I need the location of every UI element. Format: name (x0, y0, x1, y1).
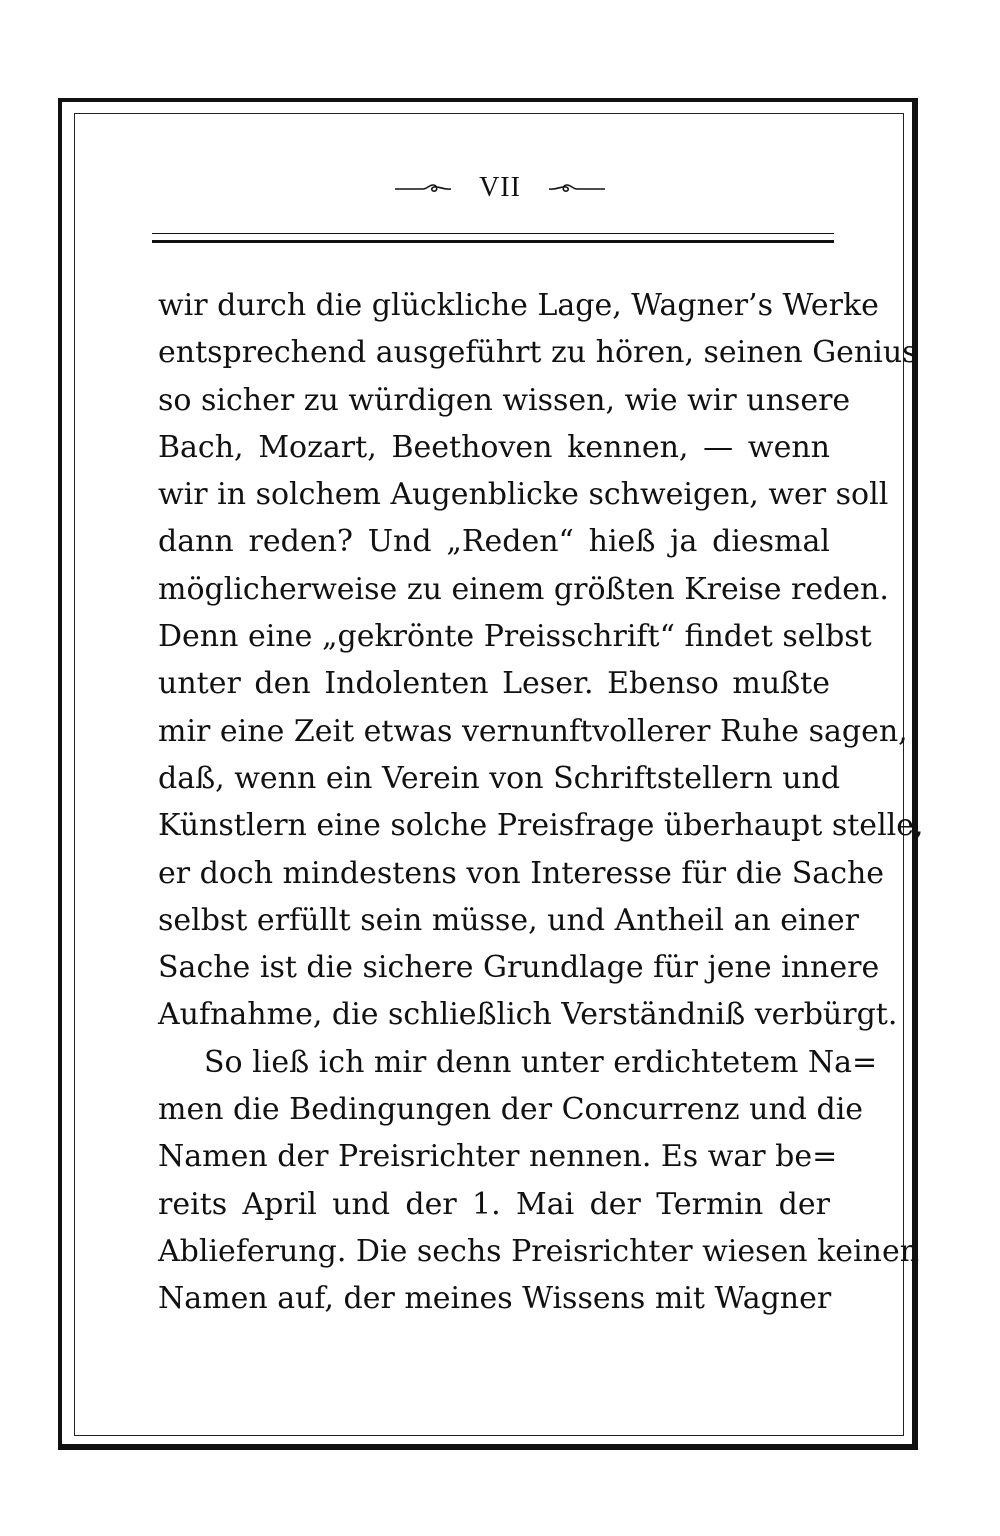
paragraph-start-line: So ließ ich mir denn unter erdichtetem Na= (204, 1044, 878, 1080)
text-line: men die Bedingungen der Concurrenz und die (158, 1092, 864, 1128)
text-line: mir eine Zeit etwas vernunftvollerer Ruhe sagen, (158, 713, 908, 749)
text-line: daß, wenn ein Verein von Schriftstellern und (158, 760, 841, 796)
body-text (158, 282, 924, 1323)
header-rule-thin (152, 233, 834, 234)
text-line: Bach, Mozart, Beethoven kennen, — wenn (158, 429, 830, 465)
text-line: wir in solchem Augenblicke schweigen, wer soll (158, 477, 889, 513)
left-ornament-icon (393, 178, 453, 198)
text-line: Sache ist die sichere Grundlage für jene innere (158, 950, 880, 986)
text-line: entsprechend ausgeführt zu hören, seinen Genius (158, 335, 918, 371)
text-line: Namen auf, der meines Wissens mit Wagner (158, 1281, 832, 1317)
text-line: reits April und der 1. Mai der Termin der (158, 1186, 830, 1222)
text-line: Künstlern eine solche Preisfrage überhaupt stelle, (158, 808, 924, 844)
text-line: wir durch die glückliche Lage, Wagner’s Werke (158, 288, 879, 323)
right-ornament-icon (547, 178, 607, 198)
text-line: er doch mindestens von Interesse für die Sache (158, 855, 885, 891)
text-line: Namen der Preisrichter nennen. Es war be= (158, 1139, 838, 1175)
text-line: so sicher zu würdigen wissen, wie wir unsere (158, 382, 851, 418)
text-line: möglicherweise zu einem größten Kreise reden. (158, 571, 889, 607)
page-number: VII (479, 171, 521, 203)
text-line: Aufnahme, die schließlich Verständniß verbürgt. (158, 997, 898, 1033)
text-line: Ablieferung. Die sechs Preisrichter wiesen keinen (158, 1233, 920, 1269)
header-rule-thick (152, 240, 834, 243)
text-line: unter den Indolenten Leser. Ebenso mußte (158, 666, 830, 702)
text-line: Denn eine „gekrönte Preisschrift“ findet selbst (158, 619, 872, 655)
running-header (0, 170, 1000, 204)
text-line: selbst erfüllt sein müsse, und Antheil an einer (158, 902, 859, 938)
text-line: dann reden? Und „Reden“ hieß ja diesmal (158, 524, 830, 560)
